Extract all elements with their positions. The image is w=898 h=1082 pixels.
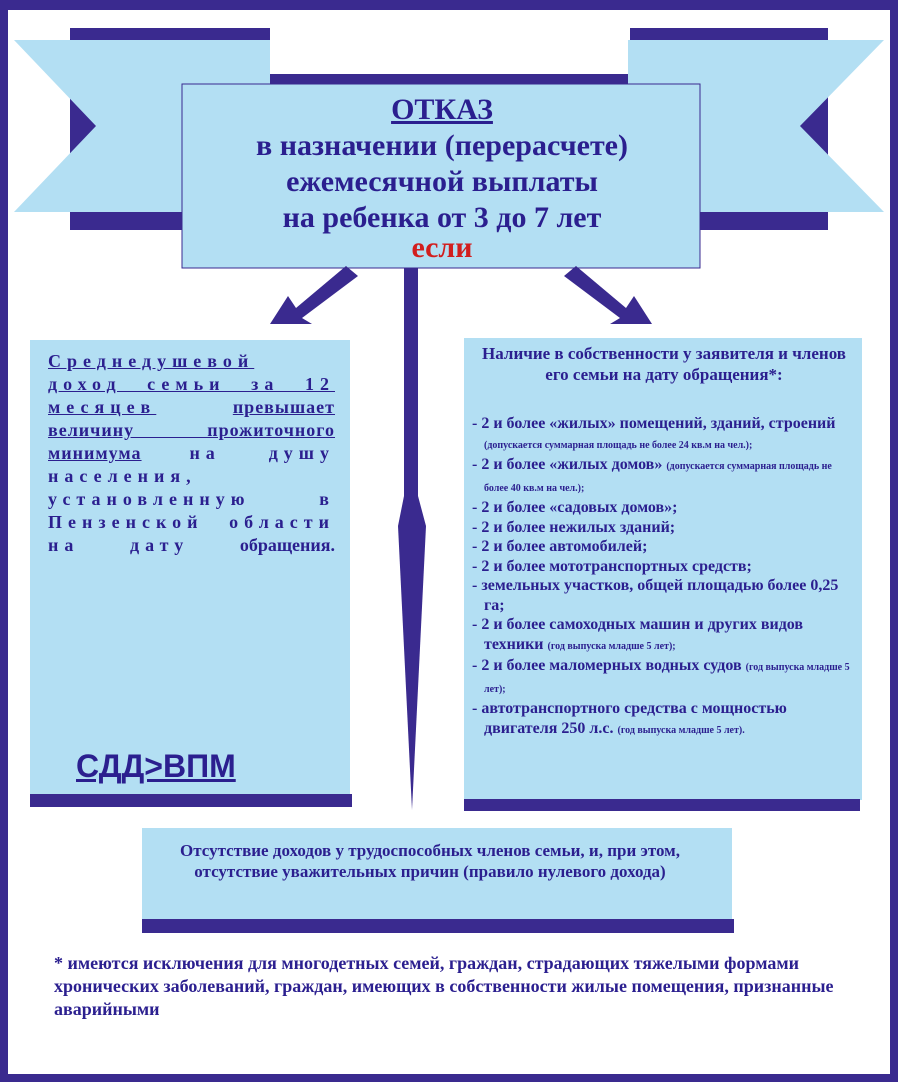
asset-item bbox=[472, 576, 852, 615]
left-box-text bbox=[48, 350, 335, 557]
asset-item bbox=[472, 455, 852, 498]
asset-item-note: (допускается суммарная площадь не более 24 кв.м на чел.); bbox=[484, 439, 753, 451]
title-block bbox=[186, 92, 698, 266]
asset-item-text: - автотранспортного средства с мощностью двигателя 250 л.с. bbox=[472, 700, 787, 737]
asset-item-note: (год выпуска младше 5 лет); bbox=[547, 640, 676, 652]
arrow-right bbox=[564, 266, 652, 324]
asset-list bbox=[472, 414, 852, 740]
title-line-3: ежемесячной выплаты bbox=[286, 165, 598, 198]
asset-item bbox=[472, 557, 852, 577]
asset-item-text: - земельных участков, общей площадью более 0,25 га; bbox=[472, 577, 839, 614]
asset-item-text: - 2 и более самоходных машин и других видов техники bbox=[472, 616, 804, 653]
bottom-box-text: Отсутствие доходов у трудоспособных членов семьи, и, при этом, отсутствие уважительных причин (правило нулевого дохода) bbox=[180, 841, 680, 881]
arrow-center-neck bbox=[398, 496, 426, 526]
asset-item-note: (допускается суммарная площадь не более 40 кв.м на чел.); bbox=[484, 461, 832, 494]
arrow-left bbox=[270, 266, 358, 324]
asset-item bbox=[472, 498, 852, 518]
arrow-center-shaft bbox=[404, 268, 418, 498]
asset-item-note: (год выпуска младше 5 лет); bbox=[484, 662, 850, 695]
formula: СДД>ВПМ bbox=[76, 748, 236, 784]
title-line-2: в назначении (перерасчете) bbox=[256, 129, 628, 162]
left-text-part-2: превышает величину прожиточного минимума bbox=[48, 397, 335, 463]
asset-item-text: - 2 и более автомобилей; bbox=[472, 538, 648, 555]
asset-item-text: - 2 и более нежилых зданий; bbox=[472, 518, 676, 536]
asset-item bbox=[472, 656, 852, 699]
right-box-heading: Наличие в собственности у заявителя и членов его семьи на дату обращения*: bbox=[482, 344, 846, 384]
asset-item-text: - 2 и более «жилых домов» bbox=[472, 456, 663, 473]
left-text-part-1: Среднедушевой доход семьи за 12 месяцев bbox=[48, 351, 335, 417]
title-line-4: на ребенка от 3 до 7 лет bbox=[282, 201, 602, 234]
title-line-1: ОТКАЗ bbox=[391, 93, 493, 126]
asset-item-text: - 2 и более мототранспортных средств; bbox=[472, 557, 752, 575]
if-word: если bbox=[411, 231, 473, 264]
asset-item-text: - 2 и более маломерных водных судов bbox=[472, 657, 742, 674]
asset-item bbox=[472, 615, 852, 656]
asset-item-note: (год выпуска младше 5 лет). bbox=[617, 724, 745, 736]
right-box-shadow bbox=[464, 799, 860, 811]
left-box-shadow bbox=[30, 794, 352, 807]
asset-item bbox=[472, 518, 852, 538]
footnote: * имеются исключения для многодетных семей, граждан, страдающих тяжелыми формами хронических заболеваний, граждан, имеющих в собственности жилые помещения, признанные аварийными bbox=[54, 953, 834, 1019]
asset-item bbox=[472, 699, 852, 740]
asset-item-text: - 2 и более «жилых» помещений, зданий, строений bbox=[472, 415, 836, 432]
arrow-center-head bbox=[398, 526, 426, 810]
left-text-part-3: на душу населения, установленную в Пензенской области на дату bbox=[48, 443, 335, 555]
asset-item bbox=[472, 414, 852, 455]
left-text-part-4: обращения. bbox=[239, 535, 335, 555]
asset-item-text: - 2 и более «садовых домов»; bbox=[472, 499, 678, 516]
asset-item bbox=[472, 537, 852, 557]
bottom-box-shadow bbox=[142, 919, 734, 933]
